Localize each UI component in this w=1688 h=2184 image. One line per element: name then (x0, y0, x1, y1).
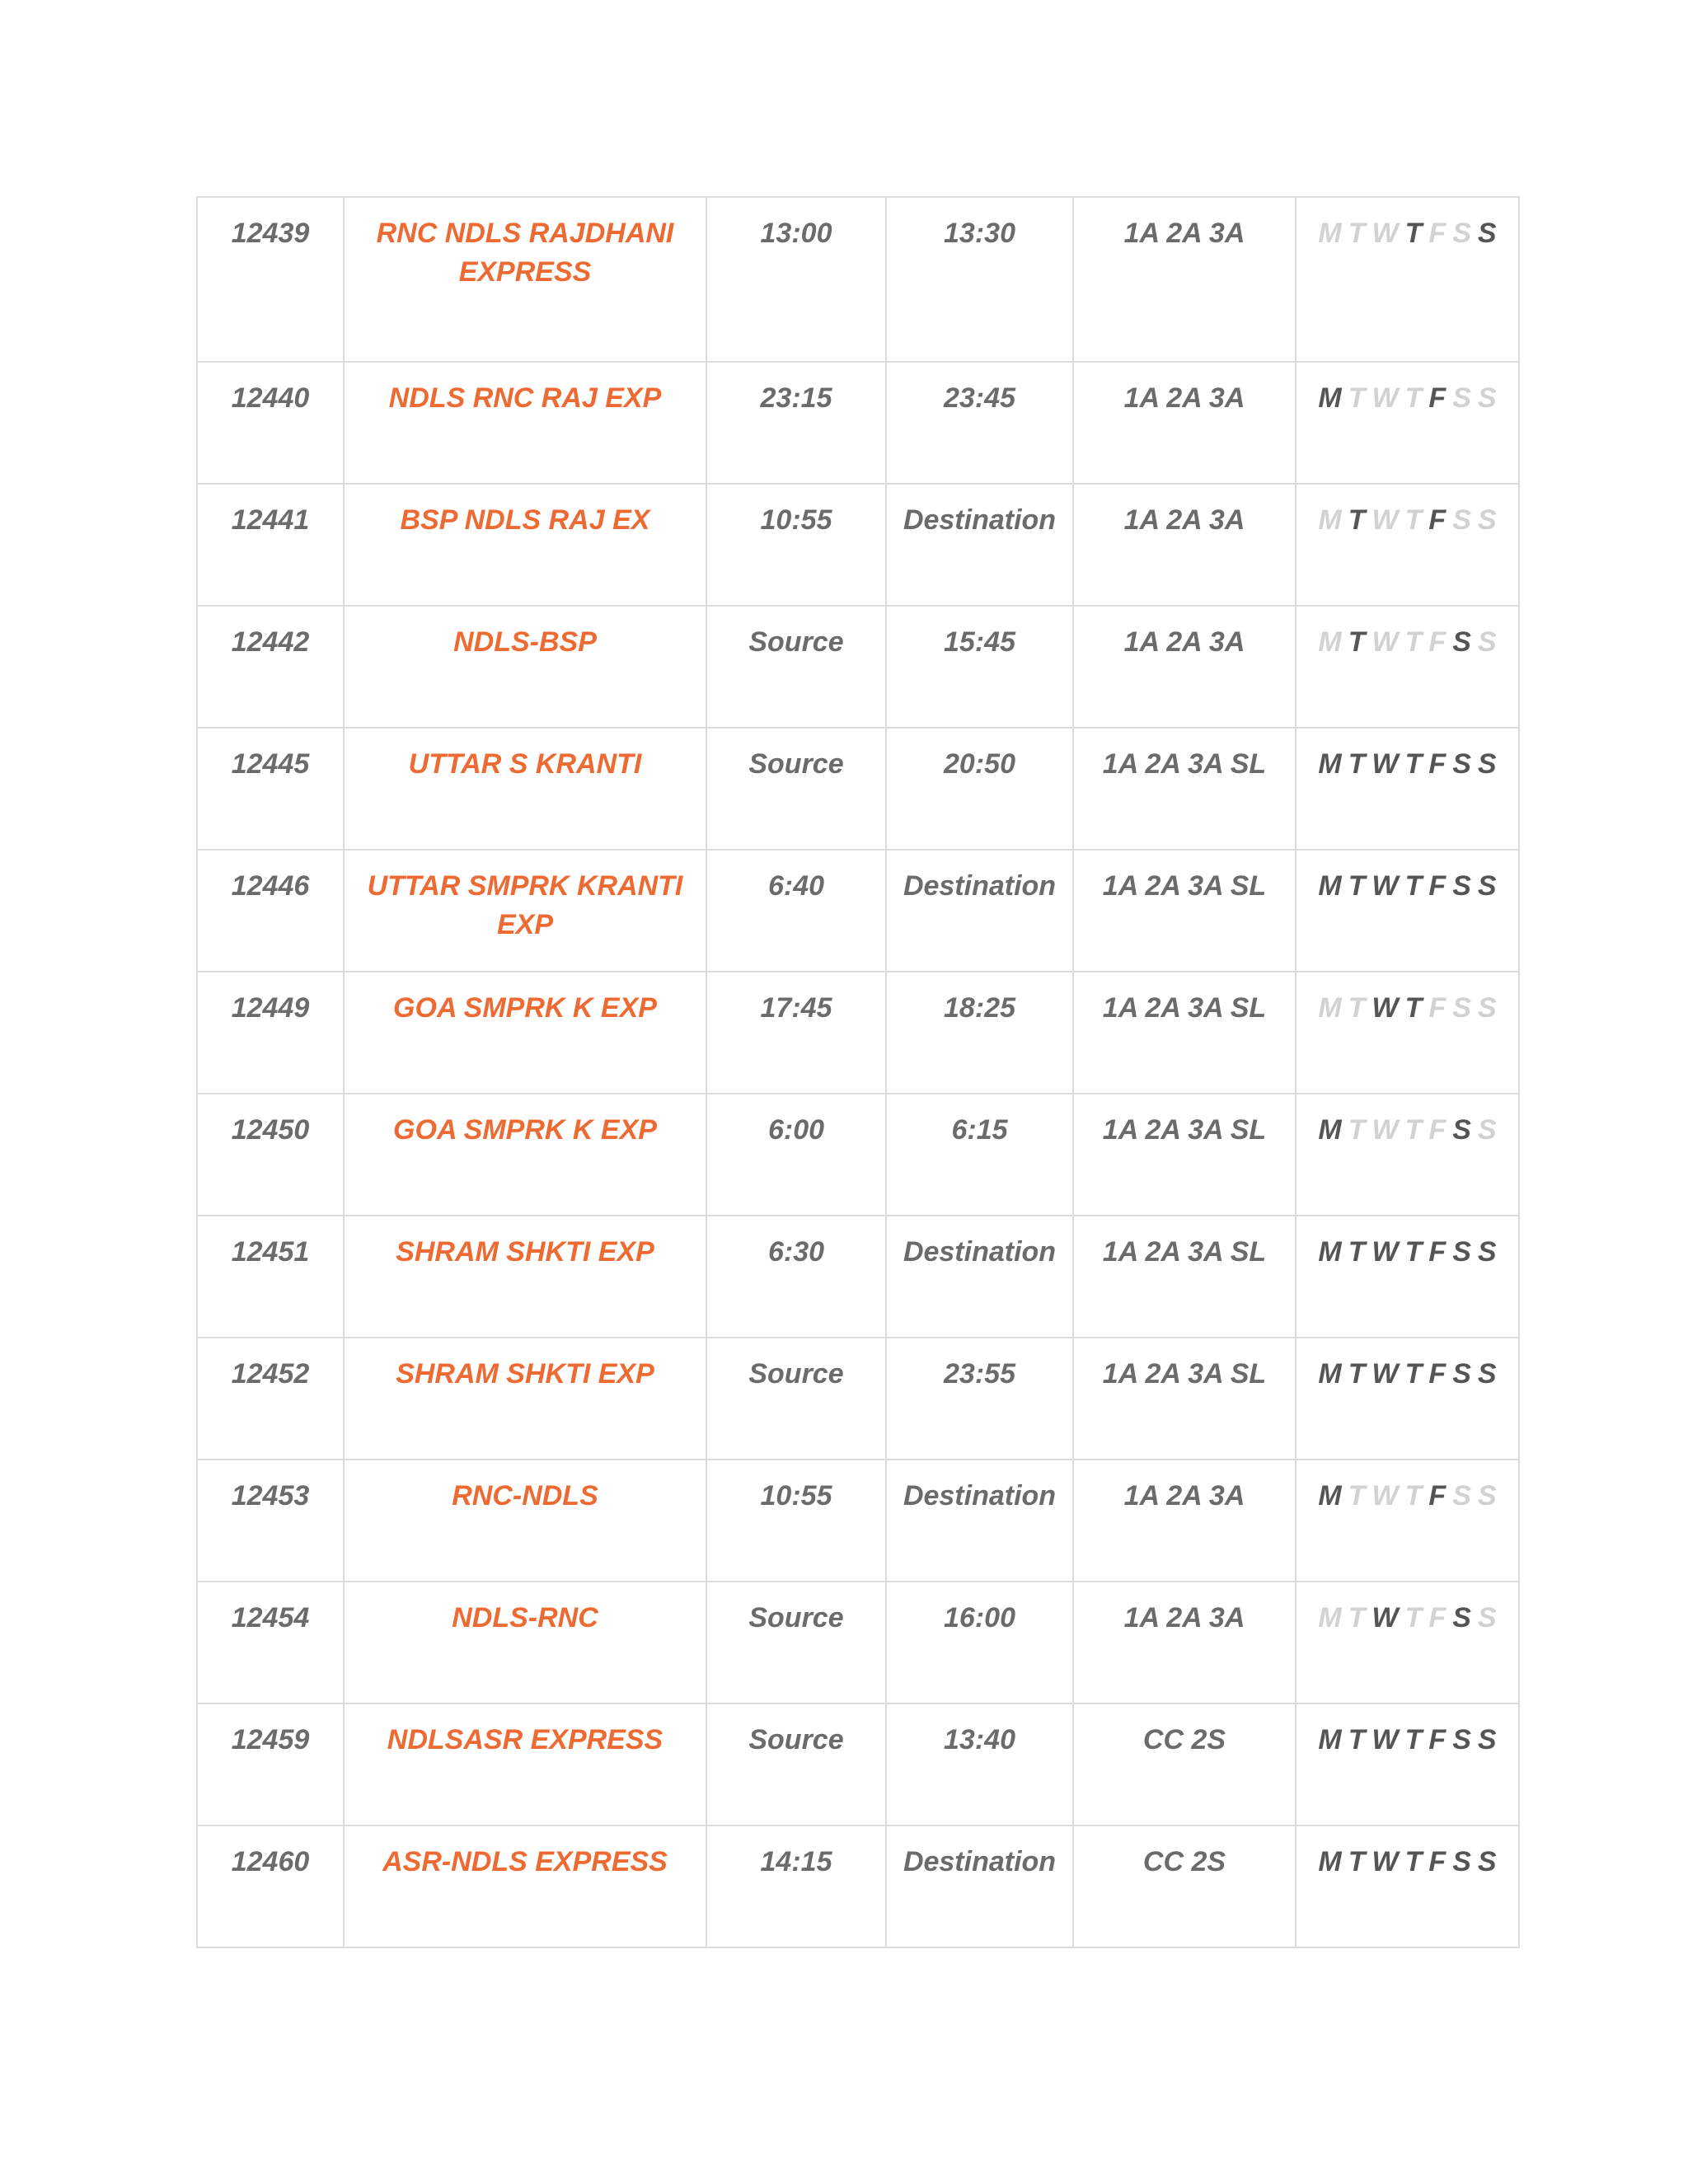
day-indicator: T (1404, 1236, 1423, 1268)
day-indicator: M (1318, 1358, 1342, 1390)
departure-time: 18:25 (886, 972, 1073, 1094)
day-indicator: S (1477, 1236, 1497, 1268)
departure-time: Destination (886, 1825, 1073, 1947)
day-indicator: S (1477, 1602, 1497, 1633)
running-days (1296, 197, 1519, 362)
departure-time: Destination (886, 1460, 1073, 1582)
running-days (1296, 972, 1519, 1094)
arrival-time: 10:55 (706, 1460, 886, 1582)
timetable-body (197, 197, 1519, 1947)
day-indicator: T (1348, 992, 1366, 1024)
day-indicator: M (1318, 382, 1342, 414)
day-indicator: T (1404, 1114, 1423, 1146)
day-indicator: S (1452, 1846, 1471, 1877)
day-indicator: T (1404, 626, 1423, 658)
day-indicator: S (1452, 1480, 1471, 1511)
day-indicator: T (1348, 382, 1366, 414)
travel-classes: 1A 2A 3A SL (1073, 1216, 1296, 1338)
day-indicator: S (1452, 1358, 1471, 1390)
table-row (197, 484, 1519, 606)
day-indicator: S (1452, 1724, 1471, 1755)
table-row (197, 606, 1519, 728)
day-indicator: T (1348, 1846, 1366, 1877)
day-indicator: S (1477, 870, 1497, 902)
departure-time: 23:45 (886, 362, 1073, 484)
day-indicator: S (1477, 626, 1497, 658)
train-number: 12441 (197, 484, 344, 606)
travel-classes: 1A 2A 3A SL (1073, 972, 1296, 1094)
running-days (1296, 1094, 1519, 1216)
table-row (197, 1825, 1519, 1947)
day-indicator: T (1348, 1114, 1366, 1146)
day-indicator: T (1348, 1480, 1366, 1511)
table-row (197, 1704, 1519, 1825)
day-indicator: T (1404, 218, 1423, 249)
arrival-time: 10:55 (706, 484, 886, 606)
arrival-time: Source (706, 1338, 886, 1460)
day-indicator: W (1372, 748, 1399, 780)
running-days (1296, 728, 1519, 850)
table-row (197, 1460, 1519, 1582)
table-row (197, 728, 1519, 850)
arrival-time: 6:40 (706, 850, 886, 972)
day-indicator: F (1428, 1724, 1447, 1755)
table-row (197, 1094, 1519, 1216)
day-indicator: F (1428, 1846, 1447, 1877)
day-indicator: T (1348, 1236, 1366, 1268)
table-row (197, 850, 1519, 972)
day-indicator: S (1477, 1114, 1497, 1146)
day-indicator: T (1404, 748, 1423, 780)
table-row (197, 362, 1519, 484)
arrival-time: 6:30 (706, 1216, 886, 1338)
day-indicator: T (1404, 1724, 1423, 1755)
day-indicator: S (1452, 748, 1471, 780)
travel-classes: 1A 2A 3A SL (1073, 850, 1296, 972)
day-indicator: F (1428, 218, 1447, 249)
running-days (1296, 484, 1519, 606)
travel-classes: 1A 2A 3A SL (1073, 728, 1296, 850)
day-indicator: S (1477, 1724, 1497, 1755)
departure-time: 13:30 (886, 197, 1073, 362)
day-indicator: W (1372, 1602, 1399, 1633)
train-number: 12439 (197, 197, 344, 362)
travel-classes: 1A 2A 3A SL (1073, 1338, 1296, 1460)
day-indicator: T (1348, 1358, 1366, 1390)
day-indicator: W (1372, 1846, 1399, 1877)
running-days (1296, 1582, 1519, 1704)
day-indicator: F (1428, 748, 1447, 780)
day-indicator: T (1348, 1724, 1366, 1755)
travel-classes: 1A 2A 3A (1073, 606, 1296, 728)
day-indicator: T (1348, 504, 1366, 536)
day-indicator: S (1452, 1236, 1471, 1268)
day-indicator: F (1428, 626, 1447, 658)
day-indicator: M (1318, 1602, 1342, 1633)
day-indicator: S (1477, 1846, 1497, 1877)
train-name: SHRAM SHKTI EXP (344, 1216, 706, 1338)
arrival-time: Source (706, 1582, 886, 1704)
day-indicator: F (1428, 1114, 1447, 1146)
day-indicator: M (1318, 748, 1342, 780)
day-indicator: T (1348, 218, 1366, 249)
travel-classes: CC 2S (1073, 1704, 1296, 1825)
day-indicator: W (1372, 218, 1399, 249)
table-row (197, 1338, 1519, 1460)
running-days (1296, 850, 1519, 972)
travel-classes: 1A 2A 3A (1073, 362, 1296, 484)
train-name: GOA SMPRK K EXP (344, 1094, 706, 1216)
day-indicator: W (1372, 1480, 1399, 1511)
day-indicator: F (1428, 992, 1447, 1024)
train-name: UTTAR SMPRK KRANTI EXP (344, 850, 706, 972)
departure-time: 13:40 (886, 1704, 1073, 1825)
day-indicator: M (1318, 1114, 1342, 1146)
day-indicator: M (1318, 870, 1342, 902)
day-indicator: M (1318, 218, 1342, 249)
day-indicator: S (1452, 218, 1471, 249)
travel-classes: 1A 2A 3A (1073, 197, 1296, 362)
train-number: 12452 (197, 1338, 344, 1460)
train-number: 12451 (197, 1216, 344, 1338)
day-indicator: T (1404, 992, 1423, 1024)
day-indicator: F (1428, 870, 1447, 902)
day-indicator: S (1477, 1358, 1497, 1390)
day-indicator: T (1404, 382, 1423, 414)
day-indicator: F (1428, 1480, 1447, 1511)
train-name: NDLS-RNC (344, 1582, 706, 1704)
train-name: UTTAR S KRANTI (344, 728, 706, 850)
travel-classes: 1A 2A 3A (1073, 484, 1296, 606)
train-number: 12454 (197, 1582, 344, 1704)
day-indicator: T (1404, 870, 1423, 902)
day-indicator: S (1452, 504, 1471, 536)
train-name: NDLS-BSP (344, 606, 706, 728)
day-indicator: S (1477, 382, 1497, 414)
arrival-time: 14:15 (706, 1825, 886, 1947)
day-indicator: T (1404, 1358, 1423, 1390)
day-indicator: T (1404, 1846, 1423, 1877)
day-indicator: S (1477, 504, 1497, 536)
running-days (1296, 362, 1519, 484)
table-row (197, 972, 1519, 1094)
train-name: GOA SMPRK K EXP (344, 972, 706, 1094)
train-number: 12449 (197, 972, 344, 1094)
day-indicator: S (1452, 626, 1471, 658)
day-indicator: S (1452, 1602, 1471, 1633)
train-number: 12459 (197, 1704, 344, 1825)
day-indicator: F (1428, 1602, 1447, 1633)
day-indicator: M (1318, 1724, 1342, 1755)
train-number: 12446 (197, 850, 344, 972)
departure-time: Destination (886, 484, 1073, 606)
day-indicator: M (1318, 1480, 1342, 1511)
day-indicator: M (1318, 1846, 1342, 1877)
running-days (1296, 1704, 1519, 1825)
day-indicator: F (1428, 1358, 1447, 1390)
train-name: BSP NDLS RAJ EX (344, 484, 706, 606)
day-indicator: S (1452, 382, 1471, 414)
departure-time: Destination (886, 1216, 1073, 1338)
departure-time: 16:00 (886, 1582, 1073, 1704)
train-number: 12445 (197, 728, 344, 850)
arrival-time: Source (706, 728, 886, 850)
running-days (1296, 1338, 1519, 1460)
arrival-time: 6:00 (706, 1094, 886, 1216)
day-indicator: F (1428, 1236, 1447, 1268)
arrival-time: 17:45 (706, 972, 886, 1094)
day-indicator: S (1477, 992, 1497, 1024)
train-number: 12440 (197, 362, 344, 484)
train-number: 12453 (197, 1460, 344, 1582)
train-timetable (196, 196, 1520, 1948)
day-indicator: W (1372, 1358, 1399, 1390)
day-indicator: W (1372, 626, 1399, 658)
train-name: RNC NDLS RAJDHANI EXPRESS (344, 197, 706, 362)
departure-time: Destination (886, 850, 1073, 972)
departure-time: 23:55 (886, 1338, 1073, 1460)
arrival-time: 13:00 (706, 197, 886, 362)
day-indicator: T (1404, 1480, 1423, 1511)
day-indicator: W (1372, 870, 1399, 902)
day-indicator: F (1428, 504, 1447, 536)
day-indicator: S (1452, 1114, 1471, 1146)
table-row (197, 1582, 1519, 1704)
day-indicator: W (1372, 504, 1399, 536)
arrival-time: 23:15 (706, 362, 886, 484)
train-number: 12460 (197, 1825, 344, 1947)
day-indicator: M (1318, 992, 1342, 1024)
day-indicator: F (1428, 382, 1447, 414)
table-row (197, 197, 1519, 362)
train-name: SHRAM SHKTI EXP (344, 1338, 706, 1460)
departure-time: 20:50 (886, 728, 1073, 850)
train-name: ASR-NDLS EXPRESS (344, 1825, 706, 1947)
day-indicator: T (1404, 504, 1423, 536)
train-name: NDLSASR EXPRESS (344, 1704, 706, 1825)
train-name: RNC-NDLS (344, 1460, 706, 1582)
departure-time: 15:45 (886, 606, 1073, 728)
travel-classes: 1A 2A 3A (1073, 1460, 1296, 1582)
table-row (197, 1216, 1519, 1338)
day-indicator: S (1452, 870, 1471, 902)
day-indicator: T (1348, 626, 1366, 658)
travel-classes: 1A 2A 3A SL (1073, 1094, 1296, 1216)
day-indicator: W (1372, 1236, 1399, 1268)
day-indicator: W (1372, 382, 1399, 414)
travel-classes: 1A 2A 3A (1073, 1582, 1296, 1704)
day-indicator: W (1372, 1724, 1399, 1755)
day-indicator: S (1477, 218, 1497, 249)
arrival-time: Source (706, 1704, 886, 1825)
departure-time: 6:15 (886, 1094, 1073, 1216)
train-number: 12442 (197, 606, 344, 728)
day-indicator: T (1348, 748, 1366, 780)
running-days (1296, 1216, 1519, 1338)
running-days (1296, 1825, 1519, 1947)
day-indicator: M (1318, 504, 1342, 536)
day-indicator: W (1372, 1114, 1399, 1146)
day-indicator: W (1372, 992, 1399, 1024)
running-days (1296, 606, 1519, 728)
day-indicator: S (1477, 748, 1497, 780)
day-indicator: M (1318, 1236, 1342, 1268)
day-indicator: S (1452, 992, 1471, 1024)
arrival-time: Source (706, 606, 886, 728)
travel-classes: CC 2S (1073, 1825, 1296, 1947)
train-number: 12450 (197, 1094, 344, 1216)
train-name: NDLS RNC RAJ EXP (344, 362, 706, 484)
running-days (1296, 1460, 1519, 1582)
day-indicator: S (1477, 1480, 1497, 1511)
day-indicator: T (1348, 1602, 1366, 1633)
day-indicator: M (1318, 626, 1342, 658)
day-indicator: T (1404, 1602, 1423, 1633)
day-indicator: T (1348, 870, 1366, 902)
